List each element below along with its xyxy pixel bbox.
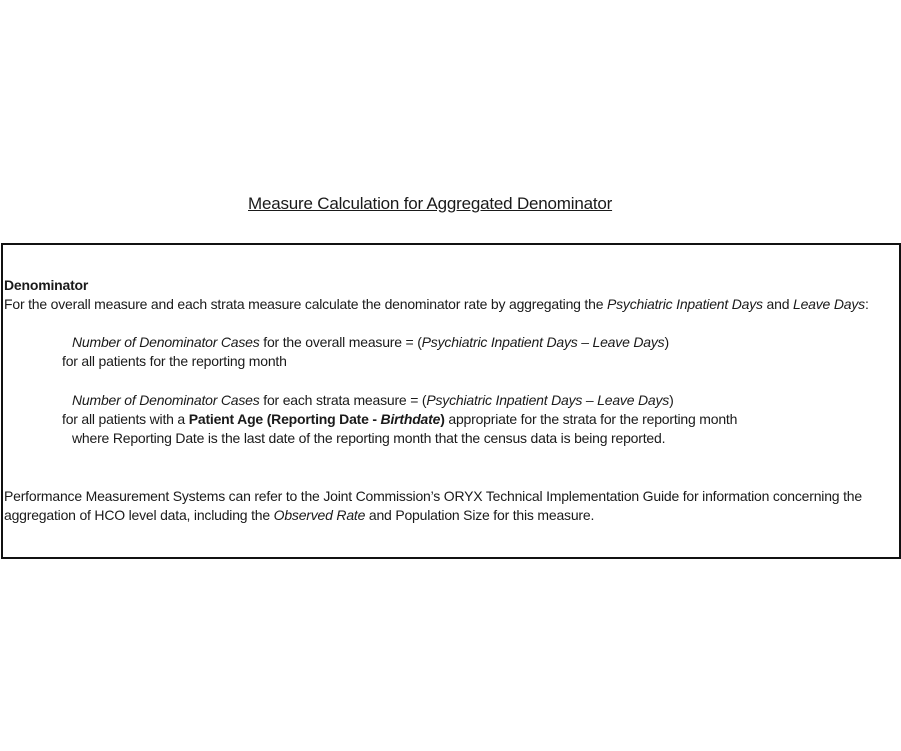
- page-title: Measure Calculation for Aggregated Denominator: [248, 194, 613, 213]
- denominator-intro: For the overall measure and each strata measure calculate the denominator rate by aggregating the Psychiatric Inpatient Days and Leave Days:: [4, 296, 869, 312]
- overall-scope: for all patients for the reporting month: [62, 353, 287, 369]
- footer-line-1: Performance Measurement Systems can refer to the Joint Commission’s ORYX Technical Implementation Guide for information concerning the: [4, 488, 862, 504]
- denominator-heading: Denominator: [4, 277, 89, 293]
- reporting-date-note: where Reporting Date is the last date of the reporting month that the census data is being reported.: [72, 430, 666, 446]
- strata-scope: for all patients with a Patient Age (Reporting Date - Birthdate) appropriate for the strata for the reporting month: [62, 411, 738, 427]
- footer-line-2: aggregation of HCO level data, including the Observed Rate and Population Size for this measure.: [4, 507, 595, 523]
- overall-formula: Number of Denominator Cases for the overall measure = (Psychiatric Inpatient Days – Leave Days): [72, 334, 669, 350]
- strata-formula: Number of Denominator Cases for each strata measure = (Psychiatric Inpatient Days – Leave Days): [72, 392, 674, 408]
